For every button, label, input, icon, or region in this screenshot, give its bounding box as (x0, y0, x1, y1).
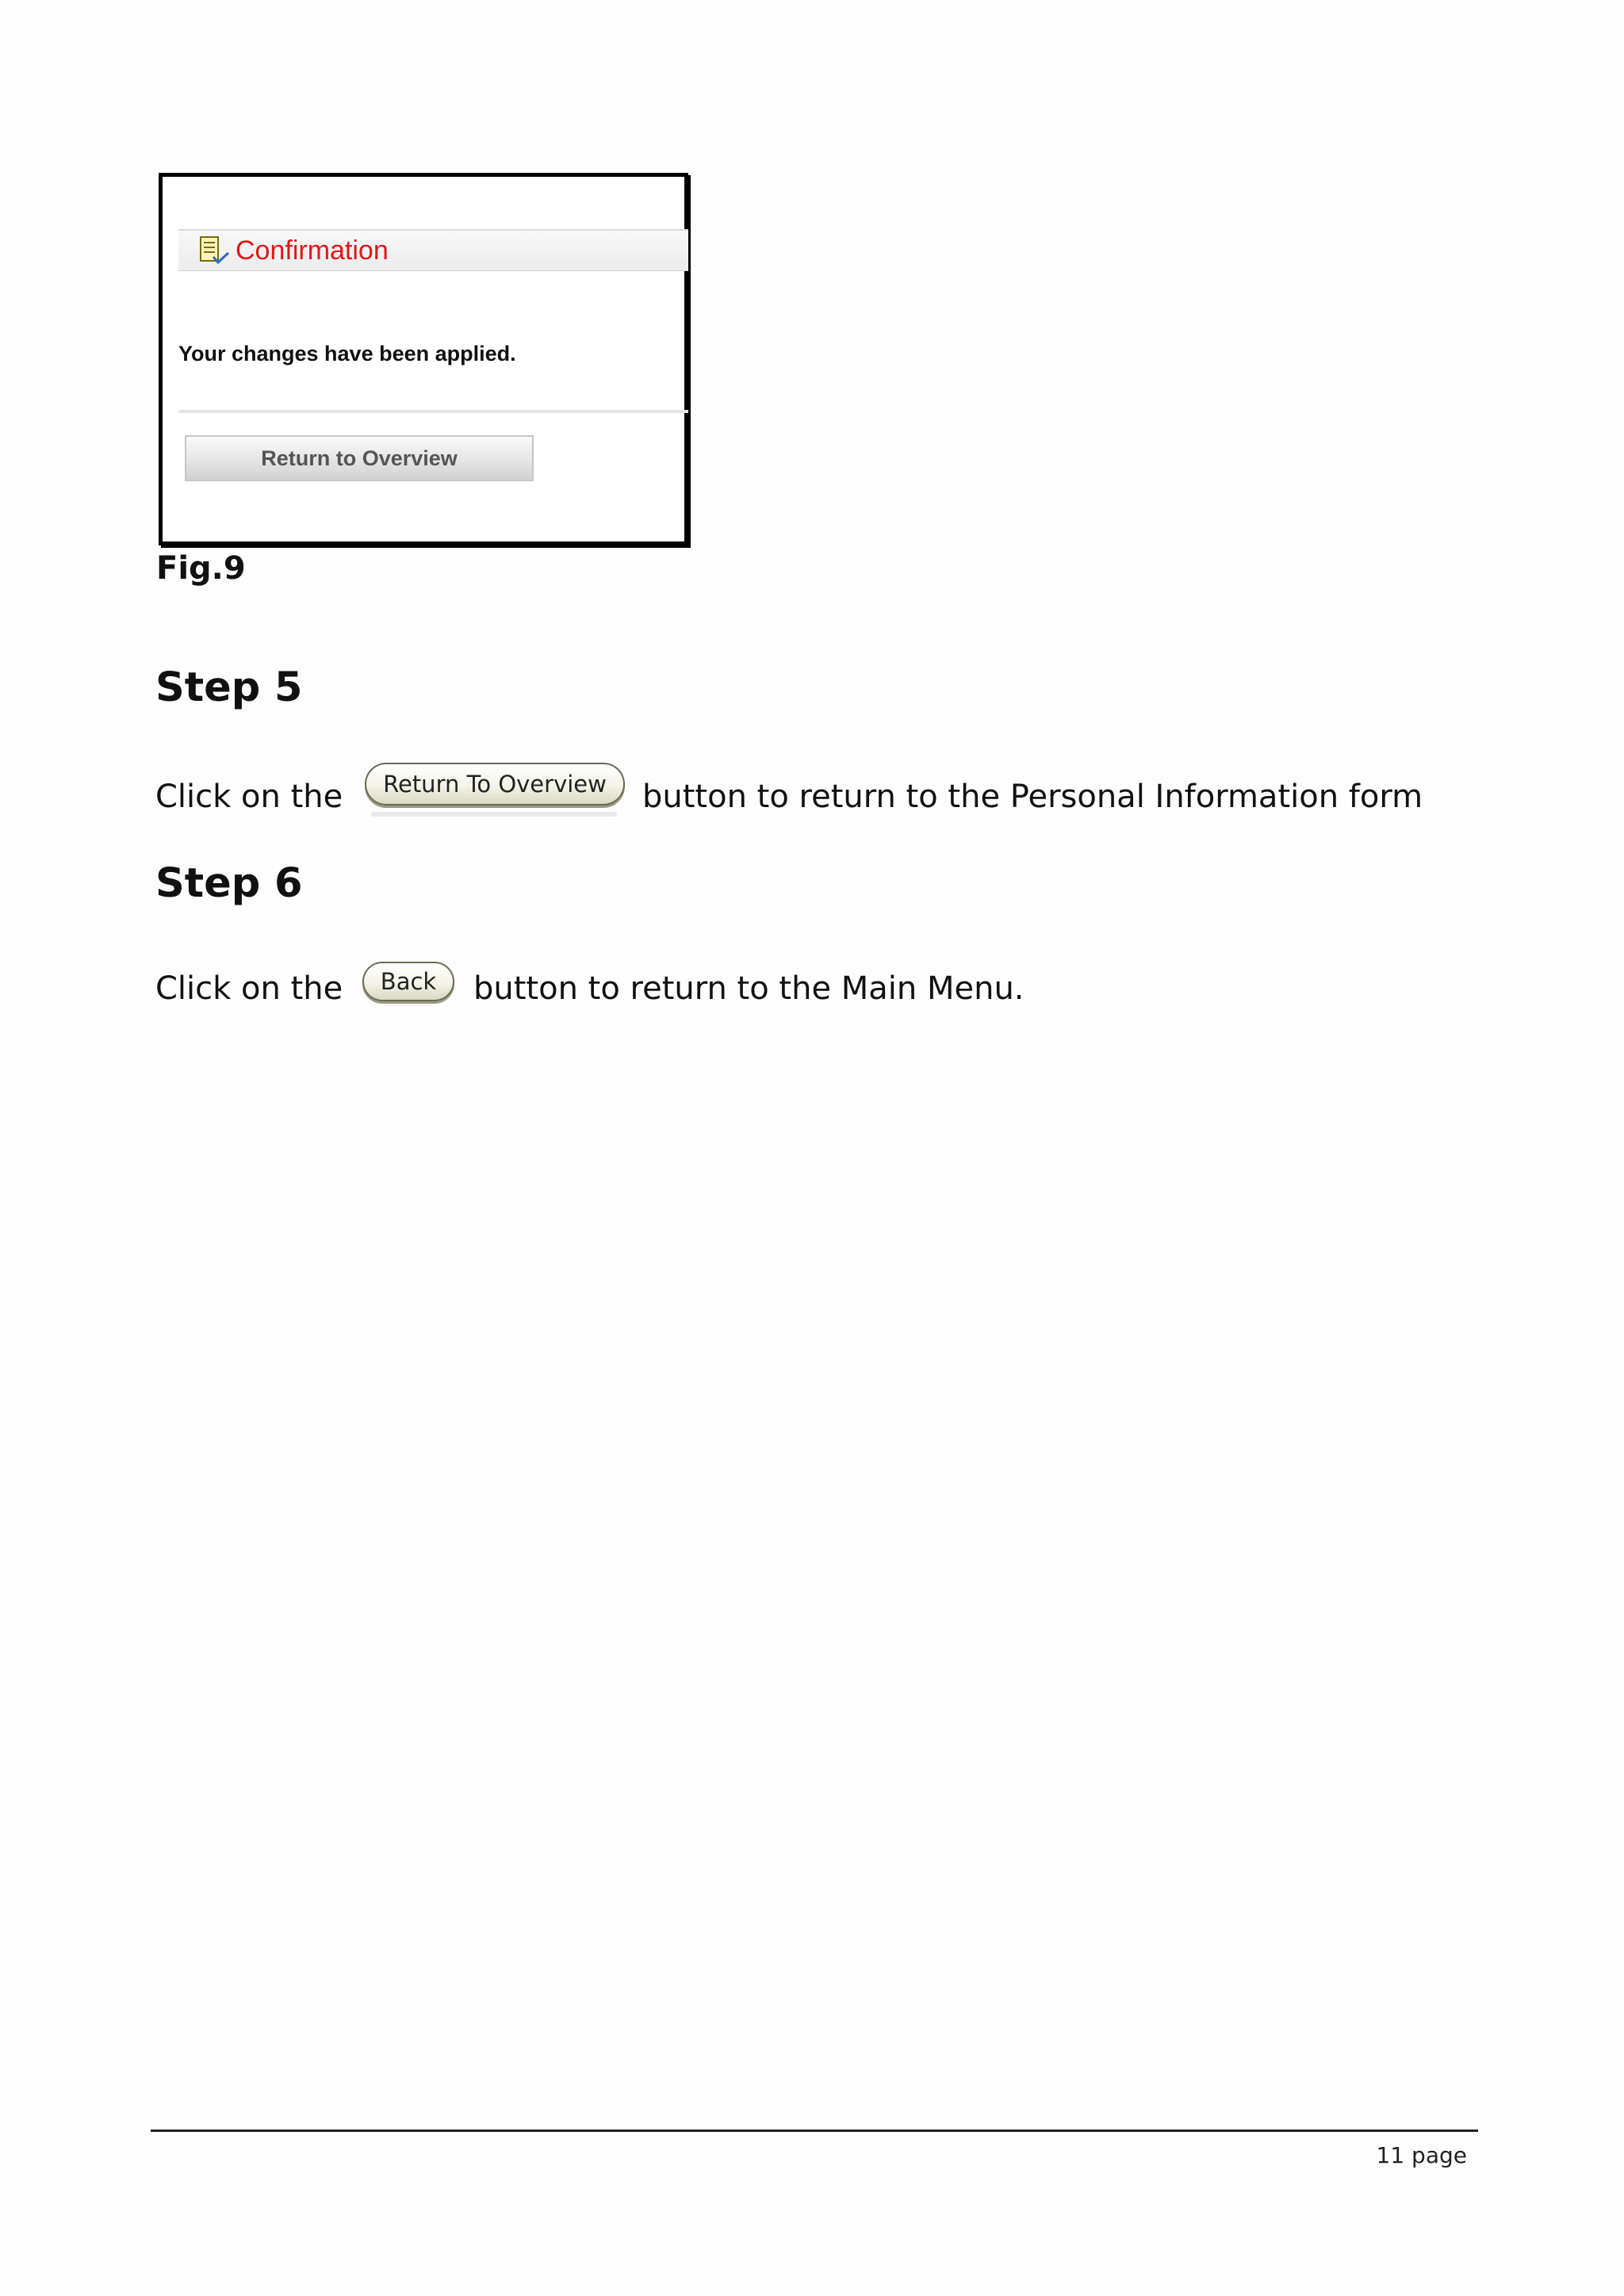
divider (178, 410, 688, 413)
document-check-icon (198, 235, 233, 270)
step-5-prefix: Click on the (155, 779, 343, 815)
button-shadow (371, 812, 617, 817)
figure-caption: Fig.9 (156, 550, 246, 587)
footer-rule (151, 2130, 1478, 2132)
step-6-heading: Step 6 (155, 860, 303, 907)
step-5-heading: Step 5 (155, 664, 303, 711)
confirmation-title: Confirmation (236, 235, 389, 266)
step-6-suffix: button to return to the Main Menu. (473, 970, 1025, 1007)
confirmation-header (178, 229, 688, 271)
return-to-overview-inline-button[interactable]: Return To Overview (365, 763, 625, 806)
step-5-suffix: button to return to the Personal Information form (642, 779, 1423, 815)
back-button[interactable]: Back (362, 962, 454, 1001)
confirmation-message: Your changes have been applied. (178, 342, 516, 365)
confirmation-screenshot (159, 173, 688, 545)
page-number: 11 page (1376, 2142, 1467, 2168)
step-6-prefix: Click on the (155, 970, 343, 1007)
return-to-overview-button[interactable]: Return to Overview (185, 435, 534, 481)
